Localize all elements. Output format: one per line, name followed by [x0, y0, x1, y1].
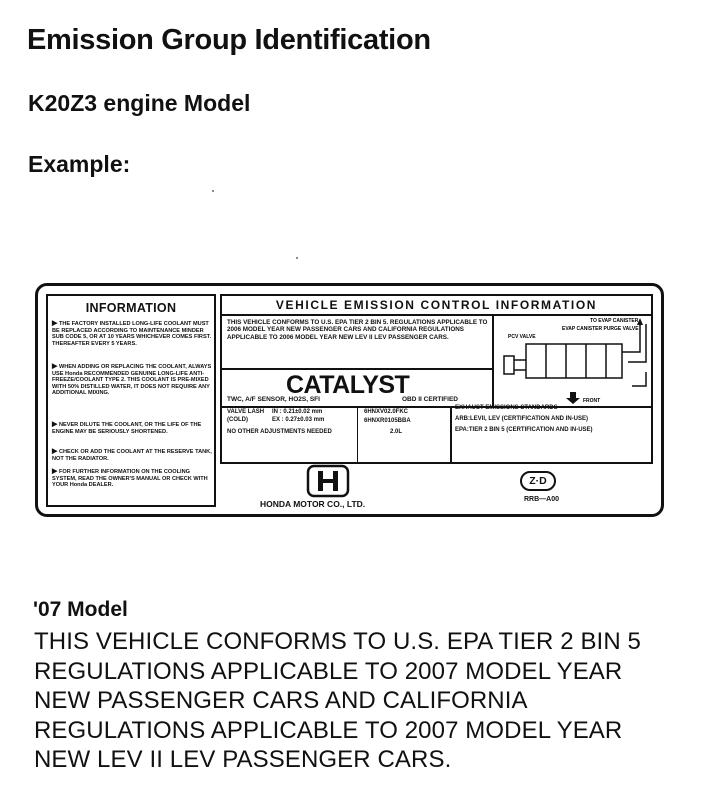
valve-lash-ex: EX : 0.27±0.03 mm — [272, 417, 325, 423]
statement-line: NEW LEV II LEV PASSENGER CARS. — [34, 746, 452, 773]
scan-speck — [212, 190, 214, 192]
model-07-heading: '07 Model — [33, 598, 128, 621]
statement-line: NEW PASSENGER CARS AND CALIFORNIA — [34, 687, 528, 714]
no-adjustments: NO OTHER ADJUSTMENTS NEEDED — [227, 429, 332, 435]
example-label: Example: — [28, 151, 131, 177]
statement-line: THIS VEHICLE CONFORMS TO U.S. EPA TIER 2 BIN 5 — [34, 628, 641, 655]
bullet-arrow-icon: ▶ — [52, 421, 58, 428]
statement-line: REGULATIONS APPLICABLE TO 2007 MODEL YEAR — [34, 716, 623, 744]
valve-lash-cold: (COLD) — [227, 417, 248, 423]
badge-code: RRB—A00 — [524, 496, 560, 503]
exhaust-standard: ARB:LEVII, LEV (CERTIFICATION AND IN-USE) — [455, 416, 588, 422]
conformity-statement: THIS VEHICLE CONFORMS TO U.S. EPA TIER 2 BIN 5. REGULATIONS APPLICABLE TO 2006 MODEL YEAR NEW PASSENGER CARS AND CALIFORNIA REGULATIONS APPLICABLE TO 2006 MODEL YEAR NEW LEV II LEV PASSENGER CARS. — [227, 319, 488, 341]
bullet-arrow-icon: ▶ — [52, 363, 58, 370]
divider — [357, 406, 358, 464]
info-bullet: ▶ FOR FURTHER INFORMATION ON THE COOLING SYSTEM, READ THE OWNER'S MANUAL OR CHECK WITH YOUR Honda DEALER. — [52, 468, 208, 489]
vecc-heading: VEHICLE EMISSION CONTROL INFORMATION — [275, 298, 598, 312]
bullet-arrow-icon: ▶ — [52, 448, 58, 455]
divider — [450, 406, 452, 464]
family-code: 6HNXV02.0FKC — [364, 409, 409, 415]
exhaust-standards-heading: EXHAUST EMISSIONS STANDARDS — [455, 405, 558, 411]
displacement: 2.0L — [390, 429, 403, 435]
exhaust-standard: EPA:TIER 2 BIN 5 (CERTIFICATION AND IN-USE) — [455, 427, 593, 433]
engine-diagram-icon — [494, 316, 651, 404]
info-bullet: ▶ WHEN ADDING OR REPLACING THE COOLANT, ALWAYS USE Honda RECOMMENDED GENUINE LONG-LIFE ANTI-FREEZE/COOLANT TYPE 2. THIS COOLANT IS PRE-MIXED WITH 50% DISTILLED WATER, IT DOES NOT REQUIRE ANY ADDITIONAL MIXING. — [52, 363, 212, 397]
model-07-statement — [34, 627, 694, 775]
valve-lash-label: VALVE LASH — [227, 409, 265, 415]
zd-badge: Z·D — [520, 471, 556, 491]
manufacturer-name: HONDA MOTOR CO., LTD. — [260, 499, 366, 509]
honda-logo-icon — [306, 464, 350, 498]
valve-lash-in: IN : 0.21±0.02 mm — [272, 409, 323, 415]
catalyst-label: CATALYST — [286, 371, 410, 399]
to-canister-label: TO EVAP CANISTER — [590, 318, 639, 324]
info-panel — [46, 294, 216, 507]
info-bullet: ▶ CHECK OR ADD THE COOLANT AT THE RESERVE TANK, NOT THE RADIATOR. — [52, 448, 212, 462]
info-bullet: ▶ NEVER DILUTE THE COOLANT, OR THE LIFE OF THE ENGINE MAY BE SERIOUSLY SHORTENED. — [52, 421, 202, 435]
evap-purge-label: EVAP CANISTER PURGE VALVE — [562, 326, 639, 332]
page-title: Emission Group Identification — [27, 24, 431, 56]
bullet-arrow-icon: ▶ — [52, 320, 58, 327]
info-heading: INFORMATION — [85, 301, 177, 315]
arrow-down-icon — [566, 392, 580, 404]
pcv-valve-label: PCV VALVE — [508, 334, 536, 340]
info-bullet: ▶ THE FACTORY INSTALLED LONG-LIFE COOLANT MUST BE REPLACED ACCORDING TO MAINTENANCE MINDER SUB CODE 5, OR AT 10 YEARS WHICHEVER COMES FIRST. THEREAFTER EVERY 5 YEARS. — [52, 320, 212, 347]
engine-model-subtitle: K20Z3 engine Model — [28, 90, 251, 116]
scan-speck — [296, 257, 298, 259]
family-code: 6HNXR0105BBA — [364, 418, 411, 424]
obd-certified: OBD II CERTIFIED — [402, 396, 458, 403]
statement-line: REGULATIONS APPLICABLE TO 2007 MODEL YEAR — [34, 657, 623, 685]
vacuum-hose-diagram — [494, 316, 651, 404]
vehicle-emission-control-panel — [220, 294, 653, 464]
front-label: FRONT — [583, 398, 601, 404]
emission-label — [35, 283, 664, 517]
bullet-arrow-icon: ▶ — [52, 468, 58, 475]
twc-systems: TWC, A/F SENSOR, HO2S, SFI — [227, 396, 320, 403]
divider — [222, 368, 492, 370]
